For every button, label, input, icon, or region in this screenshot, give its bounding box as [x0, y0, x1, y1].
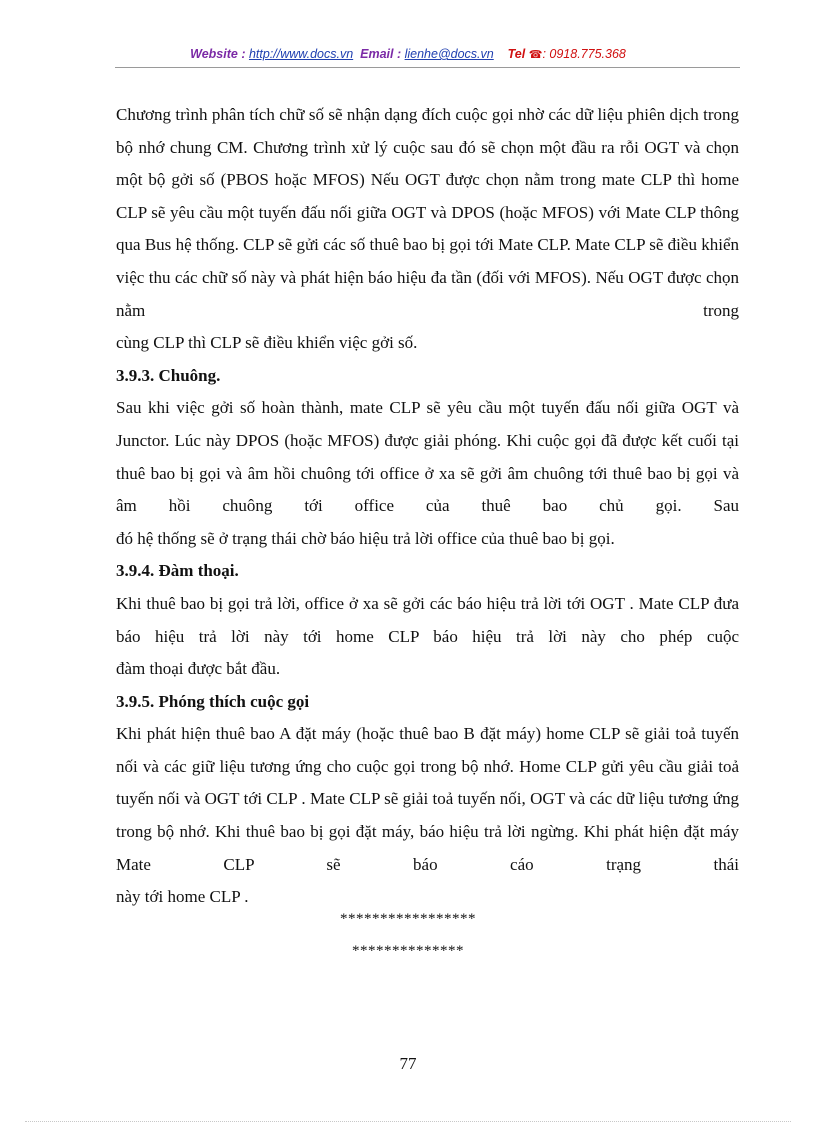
- separator-stars-1: *****************: [340, 911, 476, 927]
- website-label: Website: [190, 47, 238, 61]
- paragraph-ringing-text: Sau khi việc gởi số hoàn thành, mate CLP sẽ yêu cầu một tuyến đấu nối giữa OGT và Junctor. Lúc này DPOS (hoặc MFOS) được giải phóng. Khi cuộc gọi đã được kết cuối tại thuê bao bị gọi và âm hồi chuông tới office ở xa sẽ gởi âm chuông tới thuê bao bị gọi và âm hồi chuông tới office của thuê bao chủ gọi. Sau: [116, 398, 739, 516]
- paragraph-routing: [116, 99, 739, 360]
- tel-label: Tel: [507, 47, 526, 61]
- website-link[interactable]: http://www.docs.vn: [248, 47, 354, 61]
- paragraph-release-text: Khi phát hiện thuê bao A đặt máy (hoặc thuê bao B đặt máy) home CLP sẽ giải toả tuyến nối và các giữ liệu tương ứng cho cuộc gọi trong bộ nhớ. Home CLP gửi yêu cầu giải toả tuyến nối và OGT tới CLP . Mate CLP sẽ giải toả tuyến nối, OGT và các dữ liệu tương ứng trong bộ nhớ. Khi thuê bao bị gọi đặt máy, báo hiệu trả lời ngừng. Khi phát hiện đặt máy Mate CLP sẽ báo cáo trạng thái: [116, 724, 739, 874]
- heading-conversation: 3.9.4. Đàm thoại.: [116, 561, 239, 581]
- heading-ringing: 3.9.3. Chuông.: [116, 365, 221, 385]
- document-body: [116, 99, 739, 914]
- tel-value: : 0918.775.368: [542, 47, 626, 61]
- phone-icon: ☎: [528, 49, 543, 61]
- paragraph-routing-text: Chương trình phân tích chữ số sẽ nhận dạng đích cuộc gọi nhờ các dữ liệu phiên dịch trong bộ nhớ chung CM. Chương trình xử lý cuộc sau đó sẽ chọn một đầu ra rỗi OGT và chọn một bộ gởi số (PBOS hoặc MFOS) Nếu OGT được chọn nằm trong mate CLP thì home CLP sẽ yêu cầu một tuyến đấu nối giữa OGT và DPOS (hoặc MFOS) với Mate CLP thông qua Bus hệ thống. CLP sẽ gửi các số thuê bao bị gọi tới Mate CLP. Mate CLP sẽ điều khiển việc thu các chữ số này và phát hiện báo hiệu đa tần (đối với MFOS). Nếu OGT được chọn nằm trong: [116, 105, 739, 320]
- email-label: Email: [360, 47, 394, 61]
- paragraph-routing-last-line: cùng CLP thì CLP sẽ điều khiển việc gởi số.: [116, 333, 418, 353]
- website-separator: :: [237, 47, 249, 61]
- heading-release: 3.9.5. Phóng thích cuộc gọi: [116, 691, 310, 711]
- paragraph-ringing-last-line: đó hệ thống sẽ ở trạng thái chờ báo hiệu trả lời office của thuê bao bị gọi.: [116, 528, 615, 548]
- email-link[interactable]: lienhe@docs.vn: [404, 47, 494, 61]
- paragraph-release-last-line: này tới home CLP .: [116, 887, 249, 907]
- paragraph-ringing: [116, 392, 739, 555]
- separator-stars-2: **************: [352, 943, 464, 959]
- paragraph-conversation-last-line: đàm thoại được bắt đầu.: [116, 659, 281, 679]
- paragraph-conversation: [116, 588, 739, 686]
- header-divider: [115, 67, 740, 68]
- paragraph-conversation-text: Khi thuê bao bị gọi trả lời, office ở xa sẽ gởi các báo hiệu trả lời tới OGT . Mate CLP đưa báo hiệu trả lời này tới home CLP báo hiệu trả lời này cho phép cuộc: [116, 593, 739, 646]
- email-separator: :: [393, 47, 405, 61]
- footer-divider: [25, 1121, 791, 1122]
- page-header: [0, 47, 816, 61]
- page-number: 77: [399, 1054, 417, 1073]
- paragraph-release: [116, 718, 739, 914]
